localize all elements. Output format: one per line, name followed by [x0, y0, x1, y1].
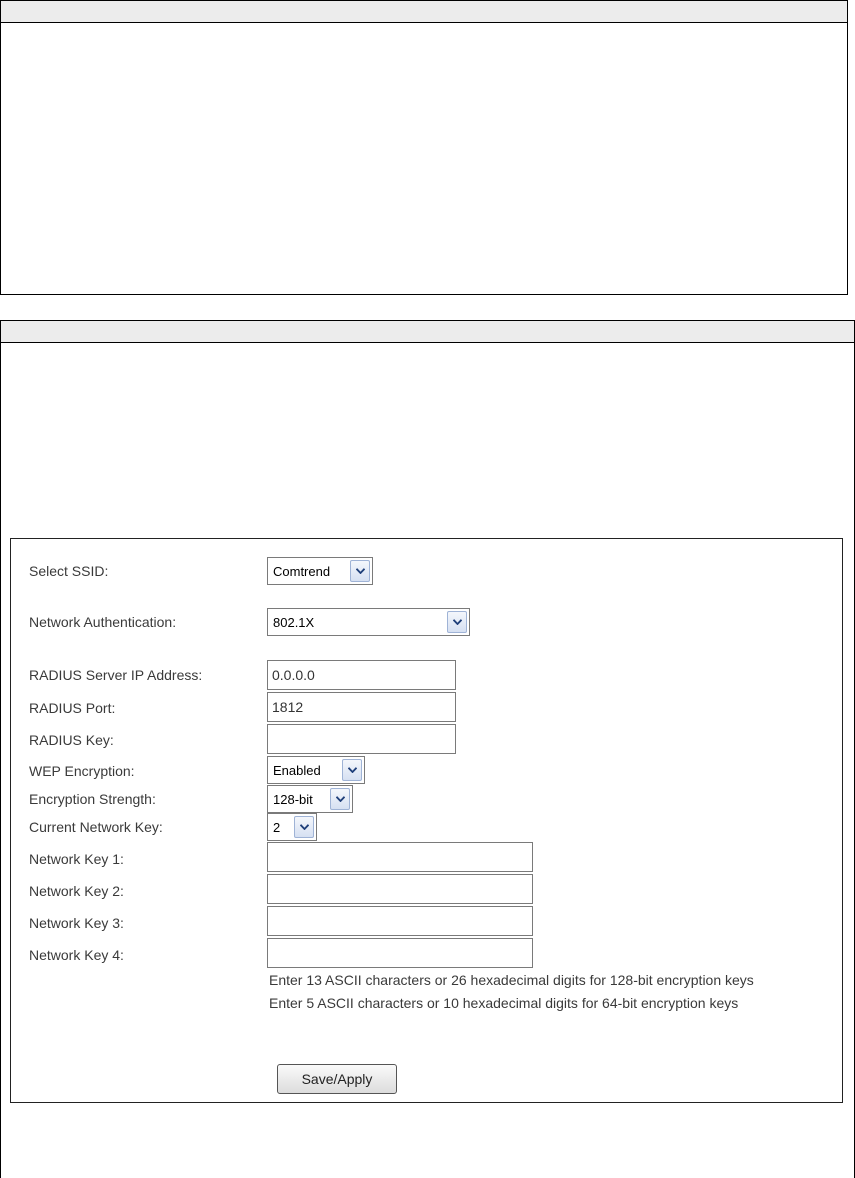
select-ssid-dropdown[interactable] [267, 557, 373, 585]
network-authentication-dropdown[interactable] [267, 608, 470, 636]
bottom-window-title-bar [1, 321, 854, 343]
save-apply-button[interactable]: Save/Apply [277, 1064, 397, 1094]
network-key-3-input[interactable] [267, 906, 533, 936]
wep-encryption-label: WEP Encryption: [29, 763, 135, 779]
network-key-4-input[interactable] [267, 938, 533, 968]
key-hint-128-bit: Enter 13 ASCII characters or 26 hexadecimal digits for 128-bit encryption keys [269, 972, 754, 988]
radius-port-input[interactable] [267, 692, 456, 722]
chevron-down-icon[interactable] [330, 788, 350, 810]
encryption-strength-value: 128-bit [273, 791, 313, 807]
network-key-2-label: Network Key 2: [29, 883, 124, 899]
radius-server-ip-input[interactable] [267, 660, 456, 690]
network-key-3-label: Network Key 3: [29, 915, 124, 931]
network-key-1-input[interactable] [267, 842, 533, 872]
encryption-strength-dropdown[interactable] [267, 785, 353, 813]
current-network-key-value: 2 [273, 819, 281, 835]
key-hint-64-bit: Enter 5 ASCII characters or 10 hexadecimal digits for 64-bit encryption keys [269, 995, 739, 1011]
top-window-title-bar [1, 1, 847, 23]
chevron-down-icon[interactable] [294, 816, 314, 838]
network-authentication-label: Network Authentication: [29, 614, 177, 630]
network-authentication-value: 802.1X [273, 614, 315, 630]
top-window-frame [0, 0, 848, 295]
chevron-down-icon[interactable] [350, 560, 370, 582]
radius-key-label: RADIUS Key: [29, 732, 114, 748]
select-ssid-label: Select SSID: [29, 563, 109, 579]
chevron-down-icon[interactable] [447, 611, 467, 633]
radius-key-input[interactable] [267, 724, 456, 754]
radius-server-ip-label: RADIUS Server IP Address: [29, 667, 203, 683]
select-ssid-value: Comtrend [273, 563, 331, 579]
wireless-security-panel [10, 538, 843, 1103]
wep-encryption-dropdown[interactable] [267, 756, 365, 784]
wep-encryption-value: Enabled [273, 762, 321, 778]
radius-port-label: RADIUS Port: [29, 700, 116, 716]
current-network-key-label: Current Network Key: [29, 819, 163, 835]
chevron-down-icon[interactable] [342, 759, 362, 781]
network-key-1-label: Network Key 1: [29, 851, 124, 867]
current-network-key-dropdown[interactable] [267, 813, 317, 841]
network-key-4-label: Network Key 4: [29, 947, 124, 963]
encryption-strength-label: Encryption Strength: [29, 791, 156, 807]
network-key-2-input[interactable] [267, 874, 533, 904]
